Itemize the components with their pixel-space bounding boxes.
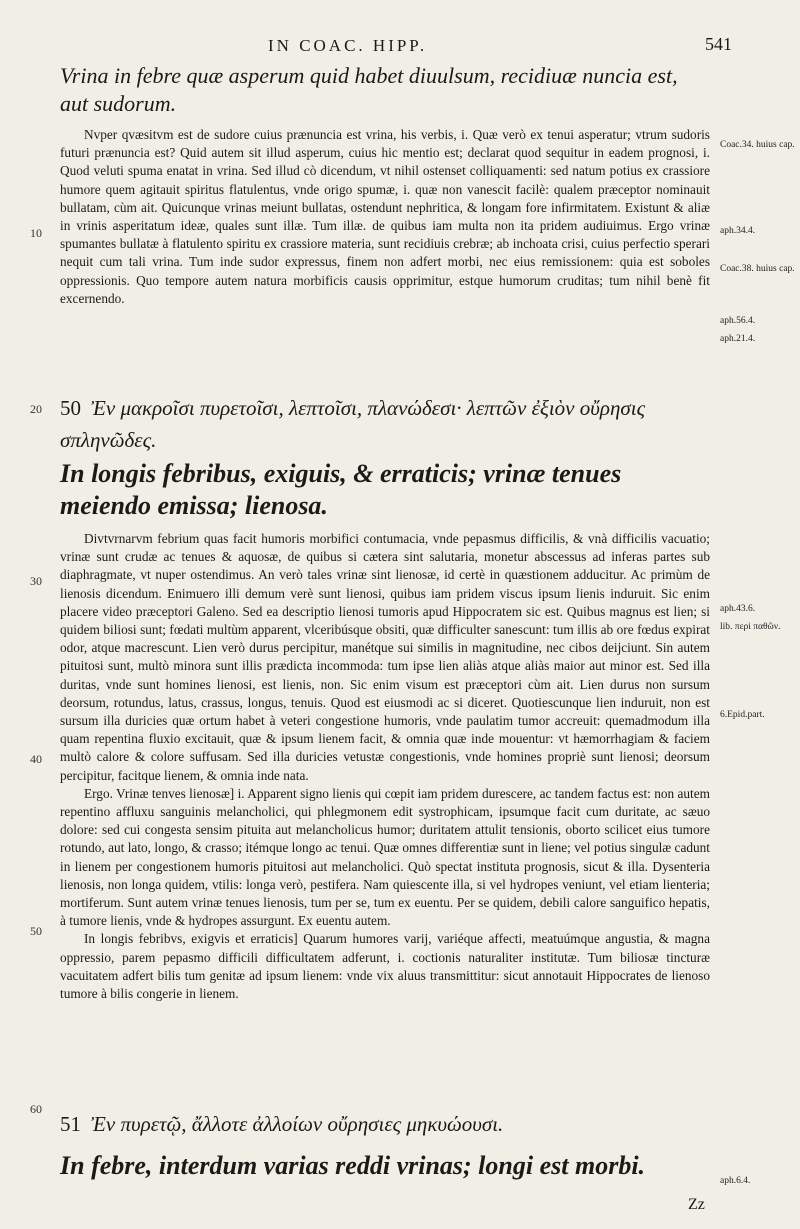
line-number: 30 bbox=[30, 574, 42, 588]
margin-note: aph.21.4. bbox=[720, 334, 756, 344]
line-number: 60 bbox=[30, 1102, 42, 1116]
commentary-paragraph-2 bbox=[60, 530, 710, 1003]
lemma-heading-3: In febre, interdum varias reddi vrinas; longi est morbi. bbox=[60, 1151, 646, 1180]
paragraph-text: Ergo. Vrinæ tenves lienosæ] i. Apparent signo lienis qui cœpit iam pridem durescere, ac tandem factus est: non autem repentino affluxu sanguinis melancholici, qui phlegmonem edit systrophicam, ipsumque facit cum duritate, ac sæuo dolore: sed cui congesta sensim pituita aut melancholicus humor; duritatem attulit tensionis, oborto scilicet eius tumore rotundo, aut lato, longo, & crasso; itémque longo ac tenui. Quæ omnes differentiæ sunt in liene; vel potius singulæ cadunt in lienem per congestionem humoris pituitosi aut melancholici. Quò spectat instituta prognosis, sicut & illa. Dysenteria lienosis, non longa quidem, vtilis: longa verò, pestifera. Nam quiescente illa, si vel hydropes veniunt, vel etiam lienteria; mortiferum. Sunt autem vrinæ tenues lienosis, tum per se, tum ex euentu. Per se quidem, debili calore sanguifico hepatis, à tumore lienis, vnde & hydropes assurgunt. Ex euentu autem. bbox=[60, 785, 710, 929]
margin-note: lib. περὶ παθῶν. bbox=[720, 622, 781, 632]
greek-aphorism-50 bbox=[60, 392, 710, 456]
line-number: 20 bbox=[30, 402, 42, 416]
margin-note: aph.56.4. bbox=[720, 316, 756, 326]
paragraph-text: Divtvrnarvm febrium quas facit humoris morbifici contumacia, vnde pepasmus difficilis, & vnà difficilis vacuatio; vrinæ sunt crudæ ac tenues & aquosæ, de quibus si cætera sint salutaria, monetur abscessus ad inferas partes sub diaphragmate, vt nuper ostendimus. An verò tales vrinæ sint lienosæ, id certè in quæstionem adducitur. Ac primùm de lienosis dicendum. Enimuero illi demum verè sunt lienosi, quibus iam pridem viscus ipsum lienis induruit. Sic enim placere video præceptori Galeno. Sed ea descriptio lienosi tumoris apud Hippocratem sic est. Quibus magnus est lien; si quidem biliosi sunt; fœdati multùm apparent, vlceribúsque obsiti, quæ difficulter sanescunt: tum illis ab ore fœdus expirat odor, atque macrescunt. Lien verò durus percipitur, manétque sui similis in magnitudine, nec cibos deijciunt. Sin autem pituitosi sunt, multò minora sunt illis prædicta incommoda: tum ipse lien aliàs atque aliàs maior aut minor est. Sed illa duritas, vnde sunt homines lienosi, est lienis, non. Sic enim visum est præceptori cùm ait. Lien durus non sursum deorsum, rotundus, latus, crassus, longus, tenuis. Quod est eiusmodi ac si diceret. Quotiescunque lien induruit, non est sursum illa duricies quæ ortum habet à veteri congestione humoris, vnde paulatim tumor accreuit: quemadmodum illa quam repentina fluxio excitauit, quæ & ipsum lienem facit, & omnia quæ inde mouentur: vt hæmorrhagiam & faciem multò calore & colore suffusam. Sed illa duricies vetustæ congestionis, vnde homines propriè sunt lienosi; deorsum percipitur, facitque lienem, & omnia inde nata. bbox=[60, 531, 710, 783]
line-number: 10 bbox=[30, 226, 42, 240]
margin-note: aph.43.6. bbox=[720, 604, 756, 614]
margin-note: aph.34.4. bbox=[720, 226, 756, 236]
lemma-heading-1: Vrina in febre quæ asperum quid habet diuulsum, recidiuæ nuncia est, aut sudorum. bbox=[60, 63, 678, 116]
greek-aphorism-51 bbox=[60, 1108, 710, 1140]
line-number: 40 bbox=[30, 752, 42, 766]
aphorism-number: 51 bbox=[60, 1112, 81, 1136]
margin-note: Coac.34. huius cap. bbox=[720, 140, 795, 150]
margin-note: aph.6.4. bbox=[720, 1176, 751, 1186]
page-number: 541 bbox=[705, 34, 732, 54]
paragraph-text: In longis febribvs, exigvis et erraticis] Quarum humores varij, variéque affecti, meatuúmque angustia, & magna oppressio, parem pepasmo difficili difficultatem adferunt, i. coctionis naturaliter institutæ. Tum biliosæ tincturæ vacuitatem adfert bilis tum genitæ ad ipsum lienem: vnde vix aluus transmittitur: sicut annotauit Hippocrates de lienoso tumore à bilis congerie in lienem. bbox=[60, 931, 710, 1002]
margin-note: 6.Epid.part. bbox=[720, 710, 765, 720]
commentary-paragraph-1 bbox=[60, 126, 710, 308]
line-number: 50 bbox=[30, 924, 42, 938]
margin-note: Coac.38. huius cap. bbox=[720, 264, 795, 274]
running-head: IN COAC. HIPP. bbox=[268, 36, 428, 55]
paragraph-text: Nvper qvæsitvm est de sudore cuius prænuncia est vrina, his verbis, i. Quæ verò ex tenui asperatur; vtrum sudoris futuri prænuncia est? Quid autem sit illud asperum, cuius hic mentio est; declarat quod sequitur in eadem prognosi, i. Quod veluti spuma enatat in vrina. Sed illud cò dicendum, vt nihil ostenset colliquamenti: sed natum potius ex crassiore humore quem agitauit spiritus flatulentus, vnde origo spumæ, i. quæ non vanescit facilè: qualem præceptor nominauit bullatam, cùm ait. Quicunque vrinas meiunt bullatas, ostendunt nephritica, & longam fore infirmitatem. Existunt & aliæ in vrinis asperitatum ideæ, quales sunt illæ. Tum illæ. de quibus iam multa non ita pridem audiuimus. Ergo vrinæ spumantes bullatæ à flatulento spiritu ex crassiore materia, sunt recidiuis crebræ; ab inchoata crisi, cuius perfectio sperari nequit cum tali vrina. Tum inde sudor expressus, finem non adfert morbi, nec eius remissionem: quia est soboles oppressionis. Quo tempore autem natura morbificis causis opprimitur, estque humorum cruditas; tum nihil benè fit excernendo. bbox=[60, 127, 710, 306]
greek-text: Ἐν μακροῖσι πυρετοῖσι, λεπτοῖσι, πλανώδεσι· λεπτῶν ἐξιὸν οὔρησις σπληνῶδες. bbox=[60, 396, 646, 452]
catchword: Zz bbox=[688, 1196, 705, 1213]
greek-text: Ἐν πυρετῷ, ἄλλοτε ἀλλοίων οὔρησιες μηκυώουσι. bbox=[91, 1112, 504, 1136]
page-header bbox=[0, 36, 800, 60]
aphorism-number: 50 bbox=[60, 396, 81, 420]
lemma-heading-2: In longis febribus, exiguis, & erraticis; vrinæ tenues meiendo emissa; lienosa. bbox=[60, 459, 622, 520]
